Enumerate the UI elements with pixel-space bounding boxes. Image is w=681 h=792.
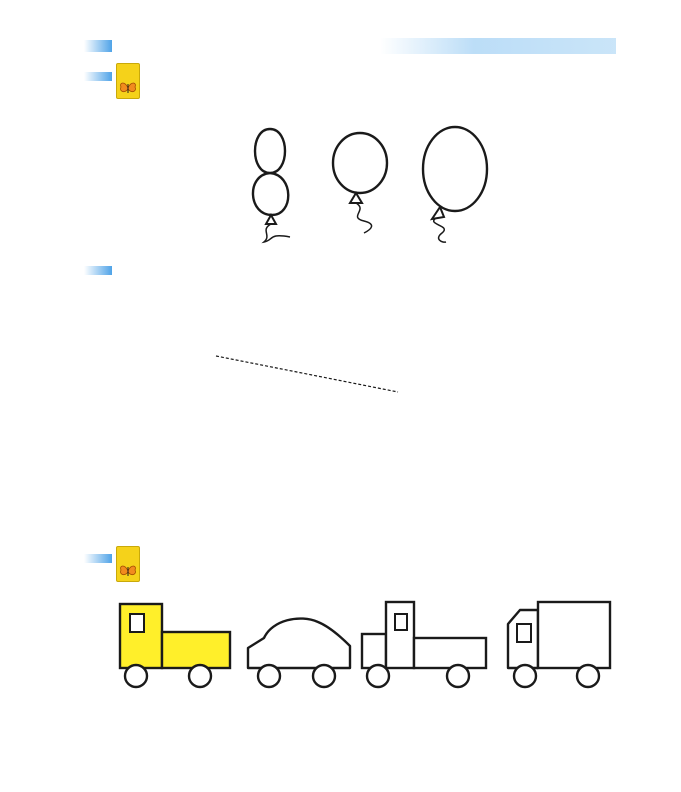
car[interactable]: [248, 619, 350, 687]
balloon-right[interactable]: [423, 127, 487, 242]
butterfly-icon: [119, 564, 137, 578]
header-accent-bar: [380, 38, 616, 54]
truck-van[interactable]: [508, 602, 610, 687]
task-1-badge: [116, 63, 140, 99]
task-3-marker: [84, 554, 112, 563]
truck-middle[interactable]: [362, 602, 486, 687]
connecting-line: [216, 356, 398, 392]
balloons-illustration: [230, 125, 510, 250]
mittens-illustration: [180, 298, 550, 458]
vehicles-illustration: [114, 598, 614, 693]
cells-row: [227, 515, 527, 535]
truck-yellow[interactable]: [120, 604, 230, 687]
task-1-marker: [84, 72, 112, 81]
task-2-marker: [84, 266, 112, 275]
balloon-left[interactable]: [253, 129, 290, 242]
butterfly-icon: [119, 81, 137, 95]
header-accent-left: [84, 40, 112, 52]
balloon-middle[interactable]: [333, 133, 387, 233]
task-3-badge: [116, 546, 140, 582]
